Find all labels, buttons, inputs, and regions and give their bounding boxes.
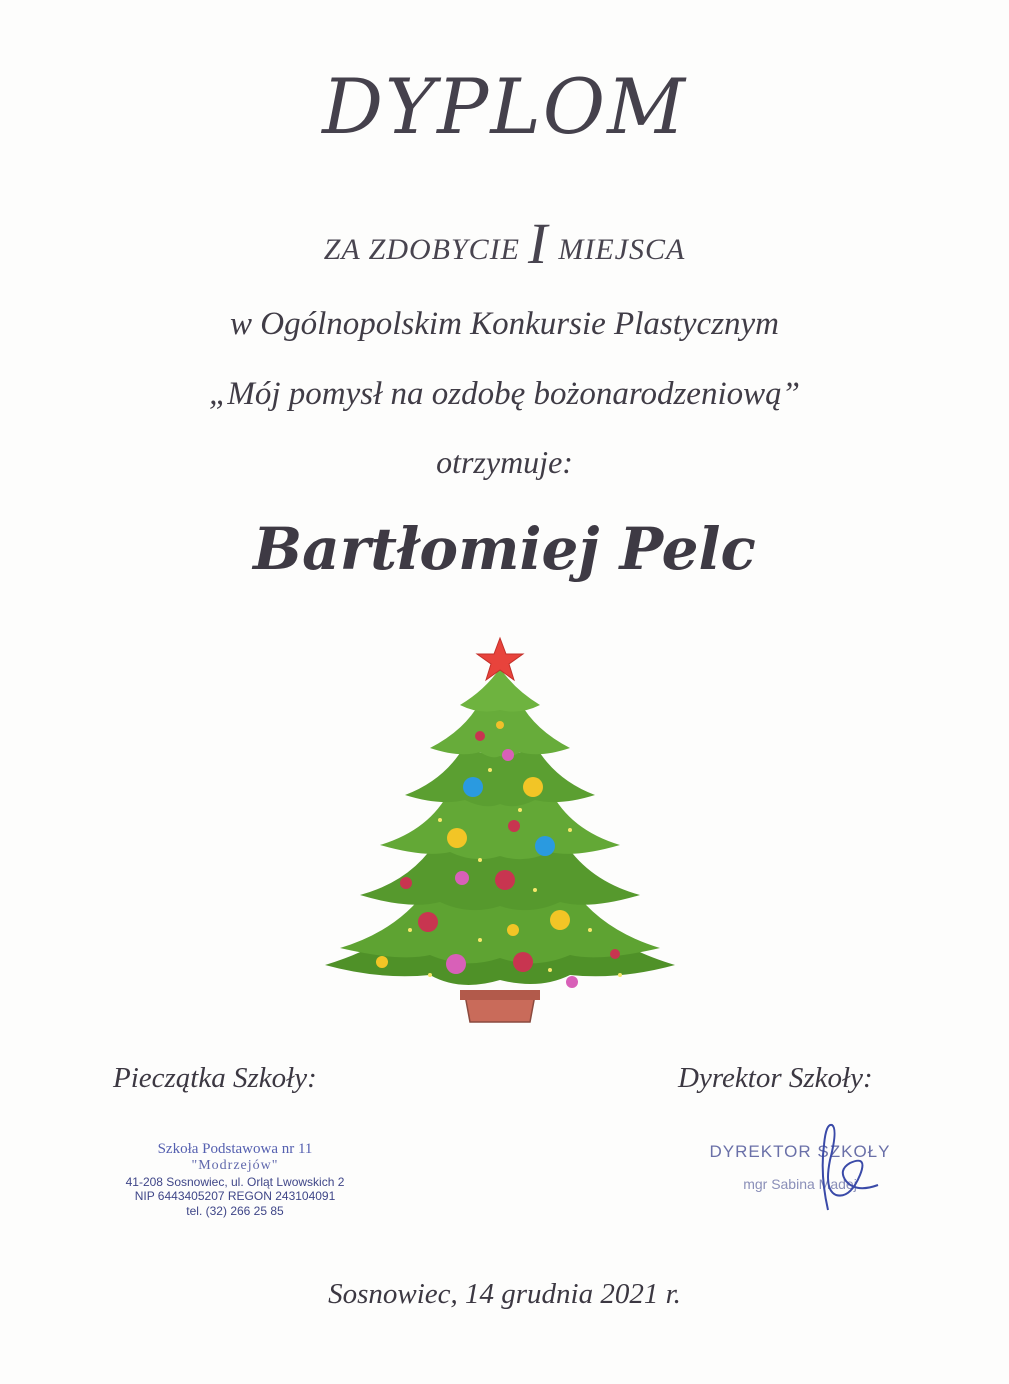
date-line: Sosnowiec, 14 grudnia 2021 r. <box>328 1278 681 1310</box>
award-place: I <box>528 211 549 276</box>
recipient-name: Bartłomiej Pelc <box>253 515 756 583</box>
christmas-tree-illustration <box>320 630 680 1030</box>
award-suffix: MIEJSCA <box>558 233 686 266</box>
school-stamp-line-1: Szkoła Podstawowa nr 11 <box>157 1141 313 1157</box>
school-stamp <box>110 1140 360 1218</box>
director-label: Dyrektor Szkoły: <box>678 1062 873 1094</box>
tree-foliage <box>325 668 675 985</box>
director-stamp-name: mgr Sabina Madej <box>743 1176 857 1192</box>
receives-label: otrzymuje: <box>436 444 573 480</box>
award-line <box>0 210 1009 277</box>
contest-line-2: „Mój pomysł na ozdobę bożonarodzeniową” <box>209 376 800 412</box>
contest-line-1: w Ogólnopolskim Konkursie Plastycznym <box>229 306 780 342</box>
school-stamp-line-4: NIP 6443405207 REGON 243104091 <box>134 1189 336 1204</box>
award-prefix: ZA ZDOBYCIE <box>323 233 521 266</box>
director-signature <box>790 1115 880 1215</box>
school-stamp-line-3: 41-208 Sosnowiec, ul. Orląt Lwowskich 2 <box>125 1174 345 1189</box>
school-stamp-line-2: "Modrzejów" <box>191 1158 279 1173</box>
stamp-label: Pieczątka Szkoły: <box>113 1062 317 1094</box>
director-stamp-title: DYREKTOR SZKOŁY <box>709 1142 891 1161</box>
diploma-title: DYPLOM <box>322 62 687 151</box>
school-stamp-line-5: tel. (32) 266 25 85 <box>186 1203 284 1218</box>
